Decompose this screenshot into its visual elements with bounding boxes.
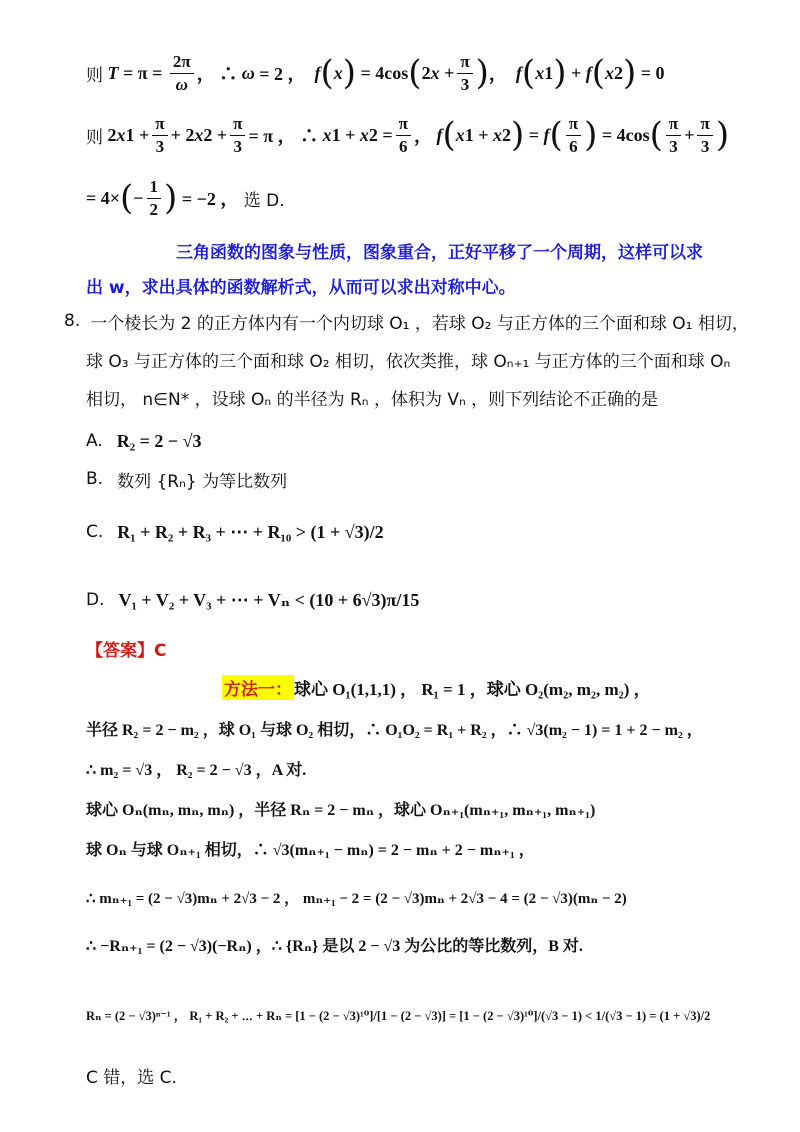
question8-stem-line3: 相切， n∈N* ，设球 Oₙ 的半径为 Rₙ ，体积为 Vₙ ，则下列结论不正确的是 (86, 389, 659, 410)
option-c (86, 512, 800, 552)
solution7-line1: 则 T = π = $\frac{2\pi}{\omega}$ ， ∴ ω = 2 ， f ( x ) = 4cos ( 2 x + $\frac{\pi}{3}$ ) ， f ( x 1 ) + f ( x 2 ) = 0 (86, 51, 665, 94)
option-label: B. (86, 469, 104, 489)
answer-conclusion: C 错，选 C. (86, 1067, 177, 1088)
option-text: V₁ + V₂ + V₃ + ⋯ + Vₙ < (10 + 6√3)π/15 (118, 589, 420, 610)
answer-line: 球心 Oₙ(mₙ, mₙ, mₙ) ，半径 Rₙ = 2 − mₙ ，球心 Oₙ₊₁(mₙ₊₁, mₙ₊₁, mₙ₊₁) (86, 801, 596, 819)
note-line2: 出 w，求出具体的函数解析式，从而可以求出对称中心。 (86, 277, 516, 298)
question8-stem-line2: 球 O₃ 与正方体的三个面和球 O₂ 相切，依次类推，球 Oₙ₊₁ 与正方体的三个面和球 Oₙ (86, 351, 731, 372)
option-a (86, 424, 800, 458)
option-label: C. (86, 522, 104, 542)
option-text: R₁ + R₂ + R₃ + ⋯ + R₁₀ > (1 + √3)/2 (117, 521, 384, 542)
answer-line: 半径 R₂ = 2 − m₂ ，球 O₁ 与球 O₂ 相切，∴ O₁O₂ = R₁ + R₂ ，∴ √3(m₂ − 1) = 1 + 2 − m₂ ， (86, 721, 703, 739)
option-b (86, 462, 800, 496)
option-label: D. (86, 590, 105, 610)
answer-line: ∴ −Rₙ₊₁ = (2 − √3)(−Rₙ) ，∴ {Rₙ} 是以 2 − √3 为公比的等比数列，B 对. (86, 937, 583, 955)
answer-tag: 【答案】C (86, 640, 167, 661)
answer-line: ∴ mₙ₊₁ = (2 − √3)mₙ + 2√3 − 2 ， mₙ₊₁ − 2 = (2 − √3)mₙ + 2√3 − 4 = (2 − √3)(mₙ − 2) (86, 890, 627, 907)
solution7-line3: = 4× ( − $\frac{1}{2}$ ) = −2 ， 选 D. (86, 176, 285, 219)
option-text: 数列 {Rₙ} 为等比数列 (117, 471, 288, 492)
question-number: 8. (64, 311, 81, 331)
answer-line: 球 Oₙ 与球 Oₙ₊₁ 相切，∴ √3(mₙ₊₁ − mₙ) = 2 − mₙ + 2 − mₙ₊₁ ， (86, 841, 535, 859)
answer-line: ∴ m₂ = √3 ， R₂ = 2 − √3 ，A 对. (86, 761, 307, 779)
answer-line: 球心 O₁(1,1,1) ， R₁ = 1 ，球心 O₂(m₂, m₂, m₂) ， (294, 679, 651, 699)
solution7-line2: 则 2 x 1 + $\frac{\pi}{3}$ + 2 x 2 + $\frac{\pi}{3}$ = π ， ∴ x 1 + x 2 = $\frac{\pi}{6}$ ， f ( x 1 + x 2 ) = f ( $\frac{\pi}{6}$ ) = 4cos ( $\frac{\pi}{3}$ + $\frac{\pi}{3}$ ) (86, 113, 730, 156)
answer-line: Rₙ = (2 − √3)ⁿ⁻¹ ， R₁ + R₂ + ⋯ + Rₙ = [1 − (2 − √3)¹⁰]/[1 − (2 − √3)] = [1 − (2 − √3)¹⁰]/(√3 − 1) < 1/(√3 − 1) = (1 + √3)/2 (86, 1009, 711, 1023)
method-line (222, 670, 800, 704)
note-line1: 三角函数的图象与性质，图象重合，正好平移了一个周期，这样可以求 (176, 242, 703, 263)
option-text: R₂ = 2 − √3 (116, 430, 202, 451)
question8-line1 (64, 306, 800, 336)
question8-stem-line1: 一个棱长为 2 的正方体内有一个内切球 O₁ ，若球 O₂ 与正方体的三个面和球 O₁ 相切， (90, 313, 749, 334)
option-label: A. (86, 431, 103, 451)
method-label: 方法一： (222, 675, 294, 700)
option-d (86, 580, 800, 620)
